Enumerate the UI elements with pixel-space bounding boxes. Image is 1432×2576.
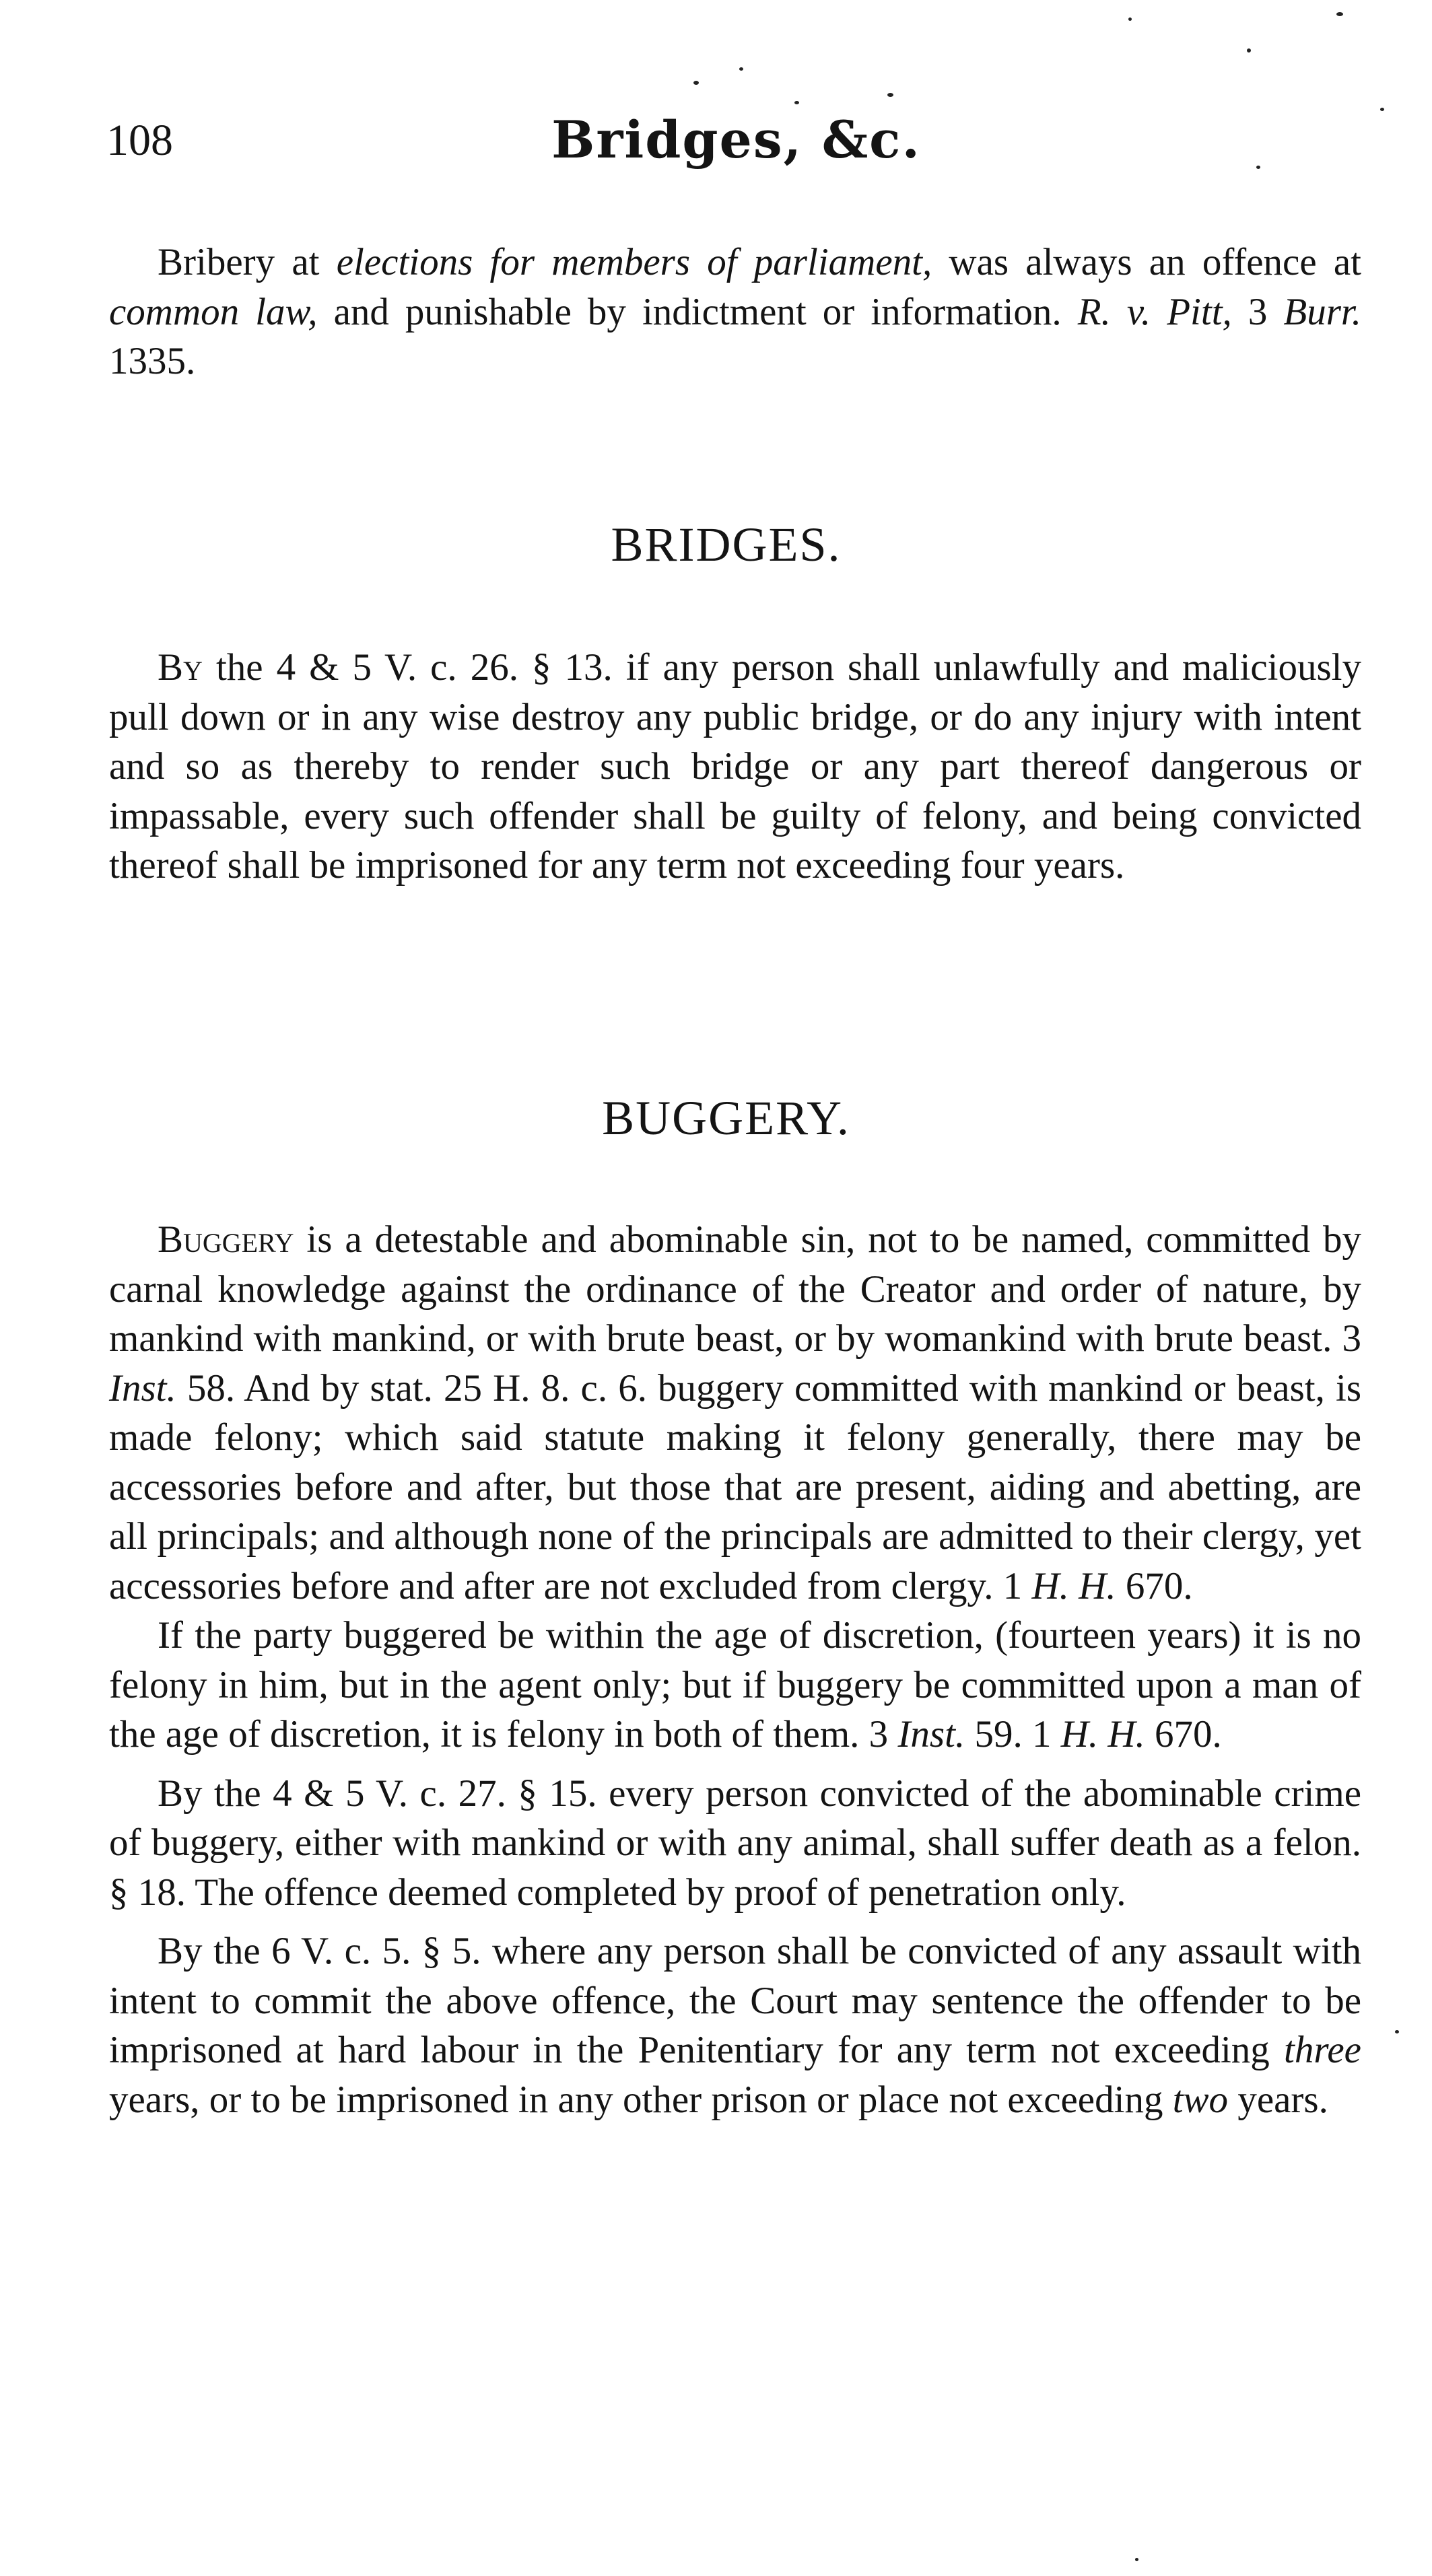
ink-speck — [1256, 166, 1260, 169]
citation-inst: Inst. — [897, 1713, 965, 1755]
citation-inst: Inst. — [109, 1366, 176, 1409]
text-run: If the party buggered be within the age of discretion, (fourteen years) it is no felony in him, but in the agent only; but if buggery be committed upon a man of the age of discretion, it is felony in both of them. 3 — [109, 1614, 1361, 1755]
buggery-paragraph-4 — [109, 1926, 1361, 2124]
text-run: was always an offence at — [932, 241, 1361, 283]
italic-run: three — [1283, 2029, 1361, 2071]
italic-run: two — [1172, 2078, 1229, 2121]
ink-speck — [887, 93, 893, 97]
italic-run: elections for members of parliament, — [336, 241, 932, 283]
buggery-paragraph-1 — [109, 1215, 1361, 1611]
bribery-paragraph — [109, 238, 1361, 386]
section-heading-buggery: BUGGERY. — [602, 1091, 850, 1145]
text-run: the 4 & 5 V. c. 26. § 13. if any person shall unlawfully and maliciously pull down or in any wise destroy any public bridge, or do any injury with intent and so as thereby to render such bridge or any part thereof dangerous or impassable, every such offender shall be guilty of felony, and being convicted thereof shall be imprisoned for any term not exceeding four years. — [109, 646, 1361, 886]
text-run: 59. 1 — [965, 1713, 1061, 1755]
text-run: years, or to be imprisoned in any other prison or place not exceeding — [109, 2078, 1173, 2121]
bridges-section — [109, 643, 1361, 891]
section-heading-bridges: BRIDGES. — [611, 518, 842, 571]
ink-speck — [1395, 2030, 1399, 2033]
intro-paragraph — [109, 238, 1361, 386]
citation-hh: H. H. — [1031, 1564, 1116, 1607]
text-run: 3 — [1231, 290, 1284, 333]
citation-report: Burr. — [1283, 290, 1362, 333]
text-run: By the 6 V. c. 5. § 5. where any person shall be convicted of any assault with intent to commit the above offence, the Court may sentence the offender to be imprisoned at hard labour in the Penitentiary for any term not exceeding — [109, 1930, 1361, 2071]
ink-speck — [1135, 2558, 1138, 2561]
text-run: 670. — [1145, 1713, 1222, 1755]
text-run: is a detestable and abominable sin, not to be named, committed by carnal knowledge against the ordinance of the Creator and order of nature, by mankind with mankind, or with brute beast, or by womankind with brute beast. 3 — [109, 1218, 1361, 1360]
ink-speck — [1380, 108, 1384, 111]
bridges-paragraph — [109, 643, 1361, 891]
text-run: years. — [1228, 2078, 1328, 2121]
page-number: 108 — [106, 116, 173, 165]
buggery-paragraph-2 — [109, 1611, 1361, 1760]
ink-speck — [1128, 18, 1132, 21]
italic-run: common law, — [109, 290, 318, 333]
text-run: 58. And by stat. 25 H. 8. c. 6. buggery committed with mankind or beast, is made felony; which said statute making it felony generally, there may be accessories before and after, but those that are present, aiding and abetting, are all principals; and although none of the principals are admitted to their clergy, yet accessories before and after are not excluded from clergy. 1 — [109, 1366, 1361, 1607]
buggery-section — [109, 1215, 1361, 2124]
buggery-paragraph-3: By the 4 & 5 V. c. 27. § 15. every person convicted of the abominable crime of buggery, either with mankind or with any animal, shall suffer death as a felon. § 18. The offence deemed completed by proof of penetration only. — [109, 1772, 1361, 1914]
ink-speck — [1247, 48, 1251, 53]
lead-word: By — [158, 646, 203, 689]
citation-case: R. v. Pitt, — [1077, 290, 1232, 333]
text-run: Bribery at — [158, 241, 337, 283]
text-run: and punishable by indictment or information. — [317, 290, 1078, 333]
lead-word: Buggery — [158, 1218, 294, 1261]
ink-speck — [739, 67, 743, 71]
citation-hh: H. H. — [1060, 1713, 1145, 1755]
text-run: 670. — [1116, 1564, 1193, 1607]
text-run: 1335. — [109, 340, 196, 382]
ink-speck — [794, 101, 799, 104]
ink-speck — [693, 81, 699, 85]
running-title: Bridges, &c. — [551, 110, 921, 170]
ink-speck — [1336, 12, 1343, 16]
